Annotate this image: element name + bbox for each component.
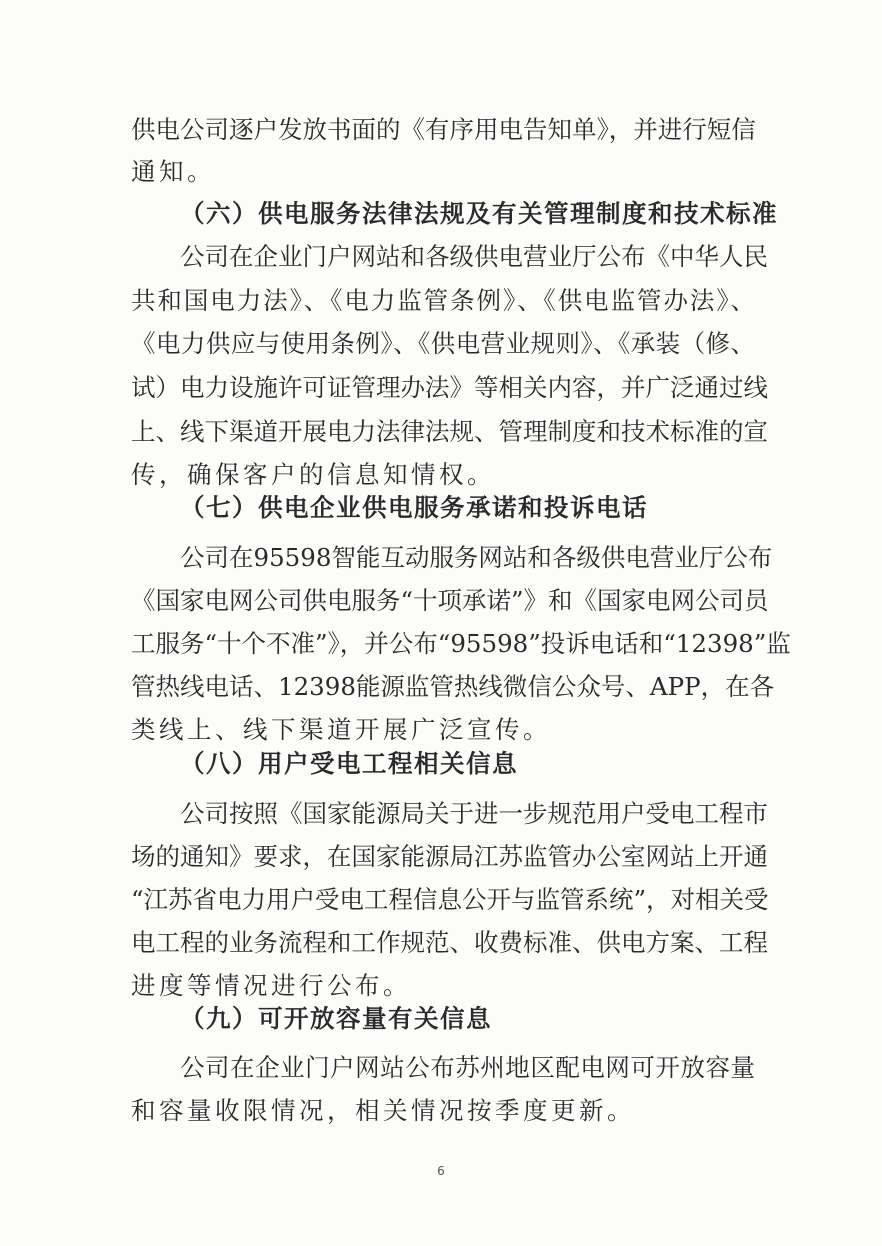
page-number: 6 [437, 1164, 445, 1178]
body-line: “江苏省电力用户受电工程信息公开与监管系统”，对相关受 [131, 885, 769, 914]
body-line: 场的通知》要求，在国家能源局江苏监管办公室网站上开通 [131, 842, 768, 871]
section-heading-8: （八）用户受电工程相关信息 [180, 749, 518, 778]
body-line: 类线上、线下渠道开展广泛宣传。 [131, 715, 551, 744]
body-line: 公司在95598智能互动服务网站和各级供电营业厅公布 [180, 543, 773, 572]
body-line: 《国家电网公司供电服务“十项承诺”》和《国家电网公司员 [131, 586, 769, 615]
body-line: 试）电力设施许可证管理办法》等相关内容，并广泛通过线 [131, 373, 768, 402]
body-line: 公司在企业门户网站公布苏州地区配电网可开放容量 [180, 1053, 755, 1082]
body-line: 电工程的业务流程和工作规范、收费标准、供电方案、工程 [131, 928, 768, 957]
body-line: 进度等情况进行公布。 [131, 971, 411, 1000]
body-line: 工服务“十个不准”》，并公布“95598”投诉电话和“12398”监 [131, 629, 791, 658]
body-line: 上、线下渠道开展电力法律法规、管理制度和技术标准的宣 [131, 417, 768, 446]
section-heading-9: （九）可开放容量有关信息 [180, 1004, 492, 1033]
body-line: 公司按照《国家能源局关于进一步规范用户受电工程市 [180, 799, 768, 828]
body-line: 供电公司逐户发放书面的《有序用电告知单》，并进行短信 [131, 115, 756, 144]
body-line: 共和国电力法》、《电力监管条例》、《供电监管办法》、 [131, 286, 755, 315]
body-line: 管热线电话、12398能源监管热线微信公众号、APP，在各 [131, 672, 775, 701]
body-line: 和容量收限情况，相关情况按季度更新。 [131, 1096, 635, 1125]
body-line: 公司在企业门户网站和各级供电营业厅公布《中华人民 [180, 242, 768, 271]
body-line: 传，确保客户的信息知情权。 [131, 460, 495, 489]
section-heading-7: （七）供电企业供电服务承诺和投诉电话 [180, 493, 648, 522]
body-line: 《电力供应与使用条例》、《供电营业规则》、《承装（修、 [131, 329, 755, 358]
section-heading-6: （六）供电服务法律法规及有关管理制度和技术标准 [180, 199, 778, 228]
body-line: 通知。 [131, 157, 215, 186]
